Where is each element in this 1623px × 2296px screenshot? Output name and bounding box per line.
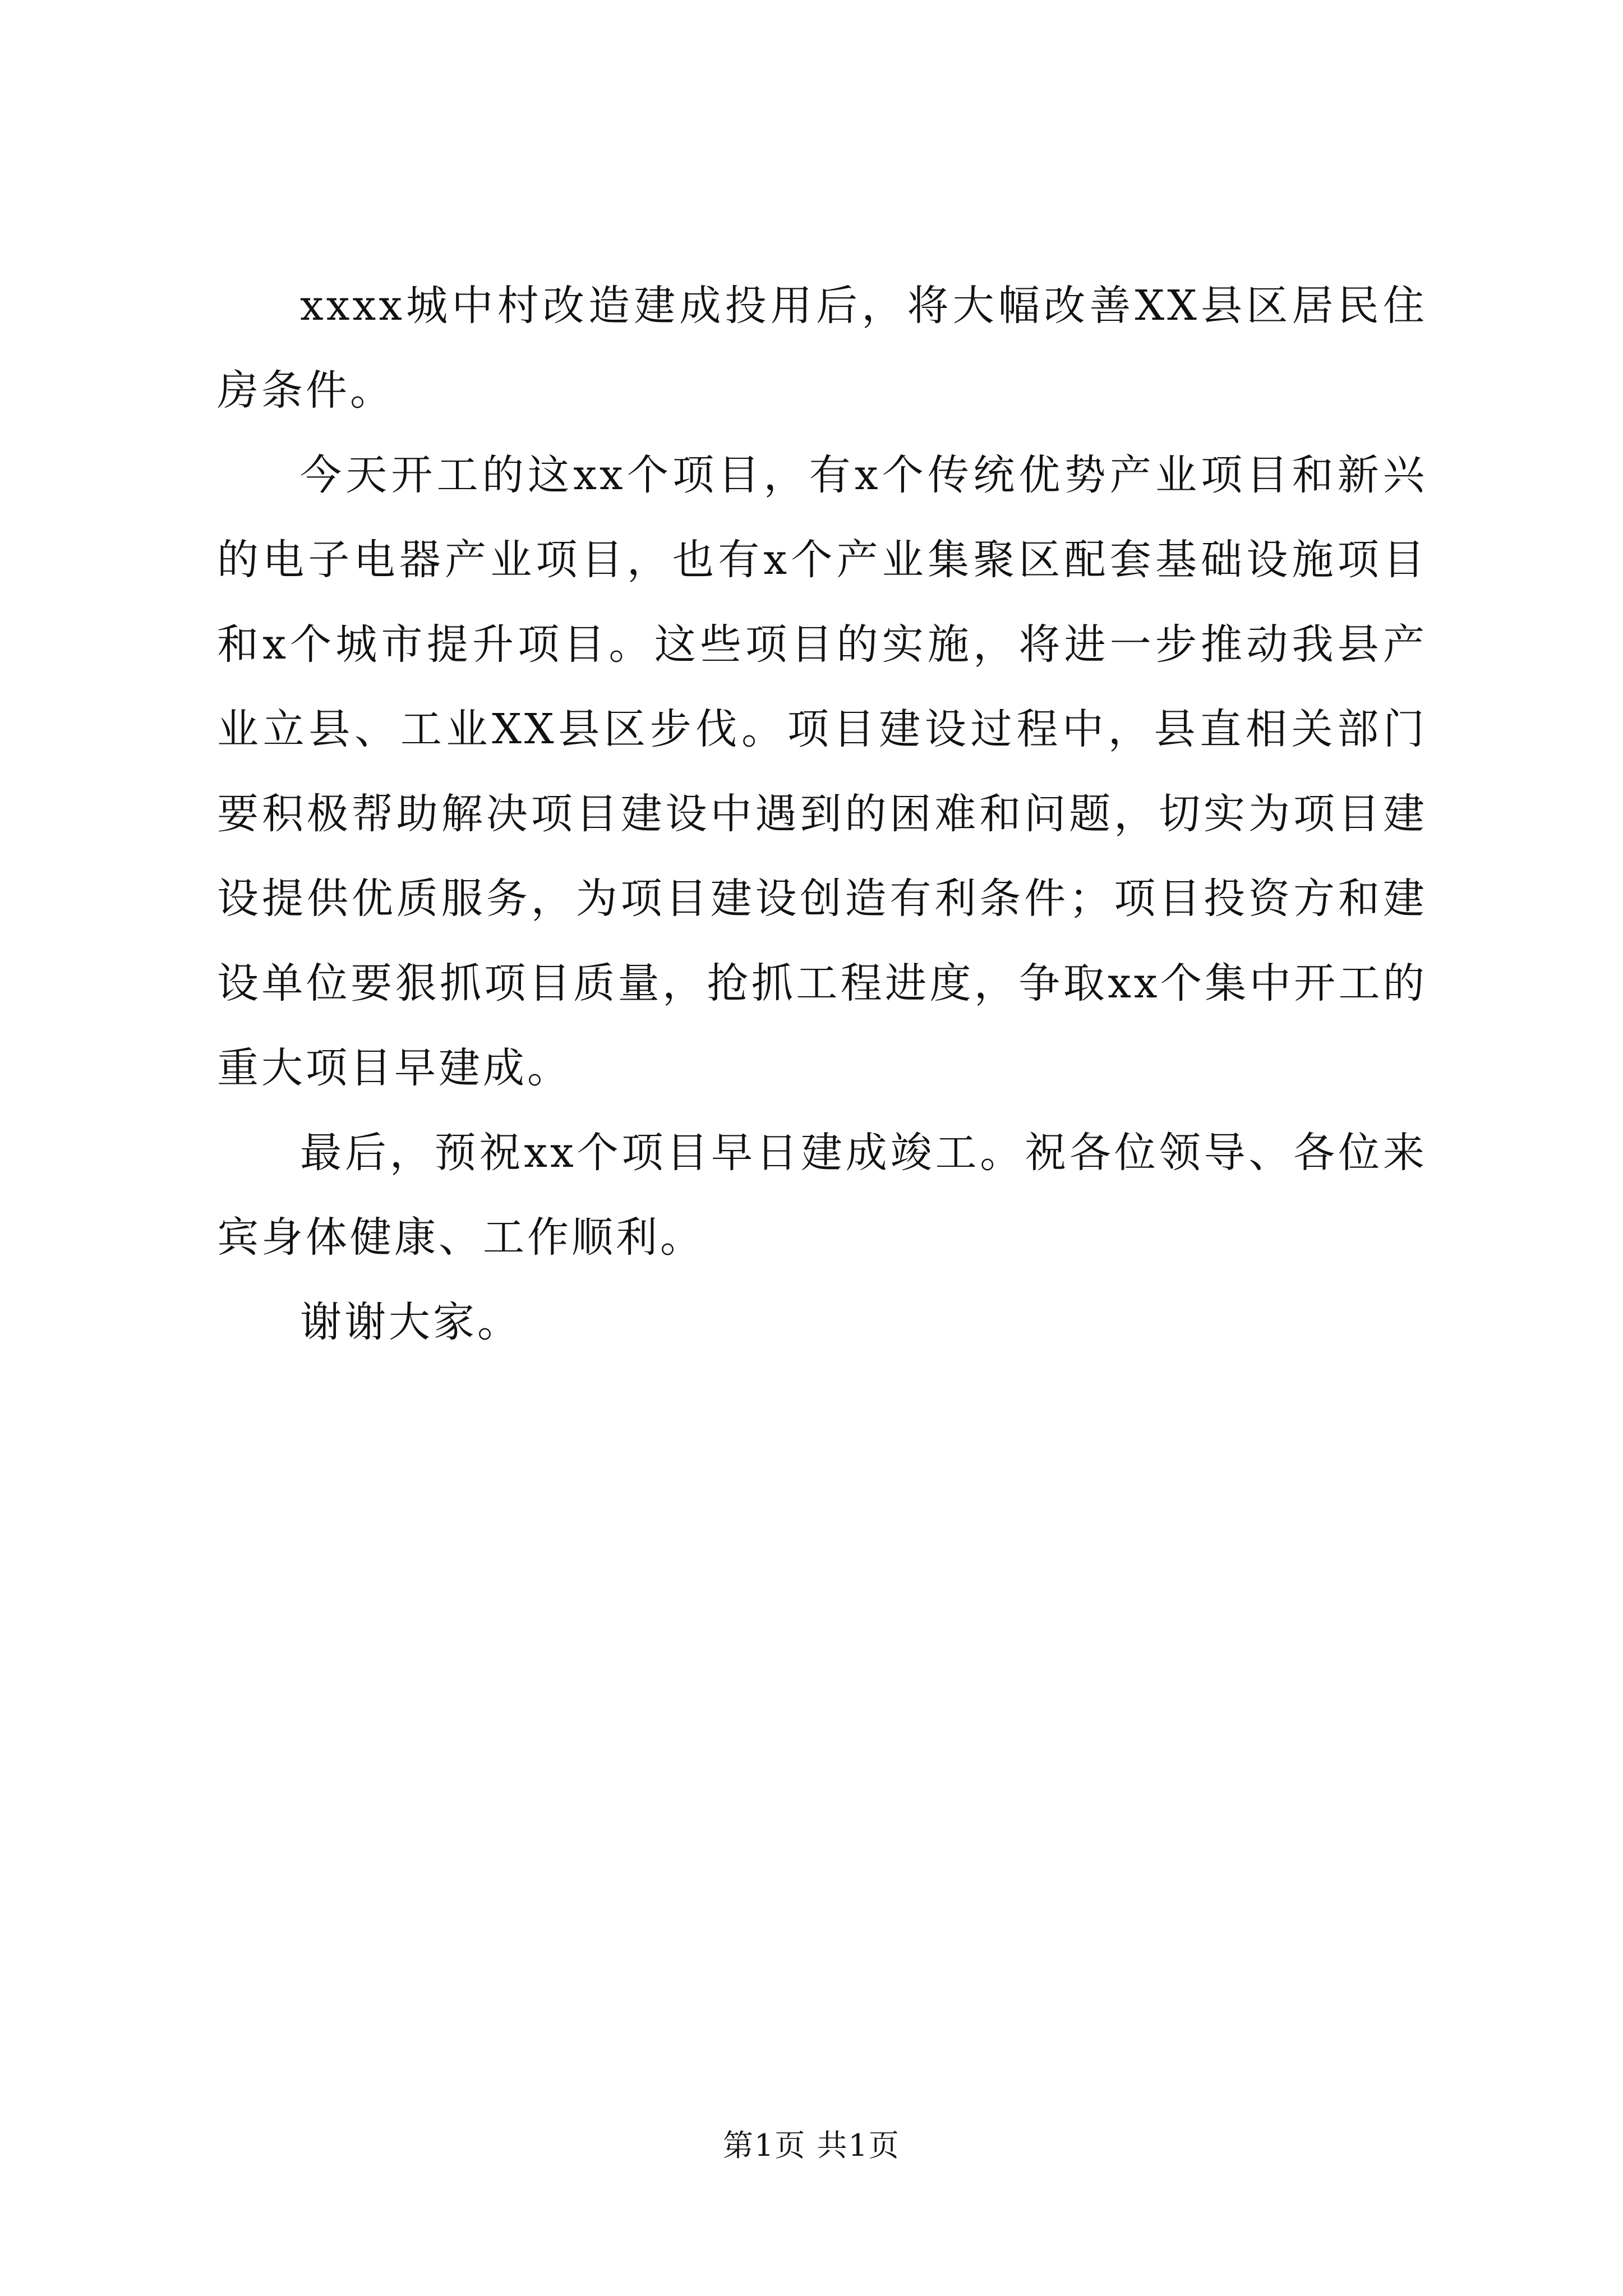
- paragraph-2: 今天开工的这xx个项目，有x个传统优势产业项目和新兴的电子电器产业项目，也有x个产业集聚区配套基础设施项目和x个城市提升项目。这些项目的实施，将进一步推动我县产业立县、工业XX县区步伐。项目建设过程中，县直相关部门要积极帮助解决项目建设中遇到的困难和问题，切实为项目建设提供优质服务，为项目建设创造有利条件；项目投资方和建设单位要狠抓项目质量，抢抓工程进度，争取xx个集中开工的重大项目早建成。: [217, 451, 1427, 1092]
- paragraph-4: 谢谢大家。: [300, 1298, 522, 1346]
- document-body: [217, 264, 1427, 1365]
- paragraph-1: xxxx城中村改造建成投用后，将大幅改善XX县区居民住房条件。: [217, 282, 1427, 415]
- paragraph-3: 最后，预祝xx个项目早日建成竣工。祝各位领导、各位来宾身体健康、工作顺利。: [217, 1129, 1427, 1262]
- page-footer: 第1页 共1页: [723, 2128, 900, 2163]
